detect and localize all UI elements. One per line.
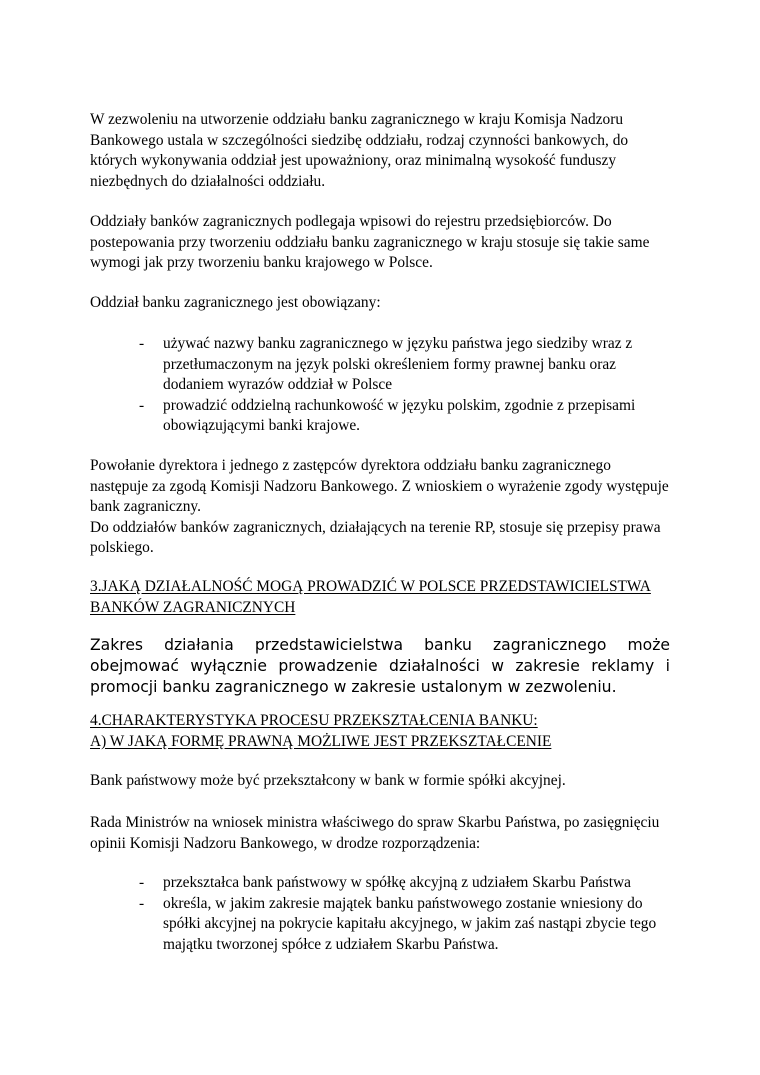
list-branch-obligations [90,334,670,437]
paragraph-state-bank-transformation [90,771,670,792]
text-line: niezbędnych do działalności oddziału. [90,172,326,190]
list-item [90,334,670,396]
text-line: Bankowego ustala w szczególności siedzibę oddziału, rodzaj czynności bankowych, do [90,131,629,149]
paragraph-branch-director [90,456,670,559]
heading-number: 3. [90,578,102,595]
text-line: dodaniem wyrazów oddział w Polsce [163,376,393,393]
list-dash: - [139,894,145,912]
text-line: obejmować wyłącznie prowadzenie działalności w zakresie reklamy i [90,657,670,675]
text-line: prowadzić oddzielną rachunkowość w języku polskim, zgodnie z przepisami [163,396,636,414]
text-line: postepowania przy tworzeniu oddziału banku zagranicznego w kraju stosuje się takie same [90,233,650,251]
list-item [90,396,670,437]
paragraph-branch-permit [90,110,670,192]
text-line: Oddziały banków zagranicznych podlegaja wpisowi do rejestru przedsiębiorców. Do [90,213,612,230]
text-line: Oddział banku zagranicznego jest obowiązany: [90,294,381,311]
text-line: Bank państwowy może być przekształcony w bank w formie spółki akcyjnej. [90,772,566,789]
text-line: Do oddziałów banków zagranicznych, działających na terenie RP, stosuje się przepisy prawa [90,518,661,536]
text-line: przekształca bank państwowy w spółkę akcyjną z udziałem Skarbu Państwa [163,874,631,891]
paragraph-branch-registration [90,212,670,274]
text-line: określa, w jakim zakresie majątek banku państwowego zostanie wniesiony do [163,894,643,912]
text-line: następuje za zgodą Komisji Nadzoru Bankowego. Z wnioskiem o wyrażenie zgody występuje [90,477,669,495]
heading-text: JAKĄ DZIAŁALNOŚĆ MOGĄ PROWADZIĆ W POLSCE PRZEDSTAWICIELSTWA [101,578,651,595]
text-line: Powołanie dyrektora i jednego z zastępców dyrektora oddziału banku zagranicznego [90,457,611,474]
paragraph-branch-obligations-intro [90,293,670,314]
text-line: polskiego. [90,539,154,556]
text-line: Zakres działania przedstawicielstwa banku zagranicznego może [90,636,670,654]
heading-line: BANKÓW ZAGRANICZNYCH [90,598,296,616]
list-dash: - [139,396,145,414]
section-heading-3 [90,577,670,618]
text-line: spółki akcyjnej na pokrycie kapitału akcyjnego, w jakim zaś nastąpi zbycie tego [163,915,657,932]
text-line: promocji banku zagranicznego w zakresie ustalonym w zezwoleniu. [90,678,617,696]
list-dash: - [139,335,145,352]
text-line: przetłumaczonym na język polski określeniem formy prawnej banku oraz [163,355,617,373]
text-line: majątku tworzonej spółce z udziałem Skarbu Państwa. [163,935,499,953]
heading-line: 4.CHARAKTERYSTYKA PROCESU PRZEKSZTAŁCENIA BANKU: [90,712,538,729]
text-line: bank zagraniczny. [90,498,201,515]
paragraph-council-of-ministers [90,813,670,854]
list-dash: - [139,874,145,891]
section-heading-4 [90,711,670,752]
paragraph-representative-office-scope [90,635,670,698]
text-line: używać nazwy banku zagranicznego w języku państwa jego siedziby wraz z [163,335,633,352]
text-line: opinii Komisji Nadzoru Bankowego, w drodze rozporządzenia: [90,834,481,852]
text-line: obowiązującymi banki krajowe. [163,417,361,434]
list-item [90,894,670,956]
text-line: W zezwoleniu na utworzenie oddziału banku zagranicznego w kraju Komisja Nadzoru [90,111,624,128]
heading-line: A) W JAKĄ FORMĘ PRAWNĄ MOŻLIWE JEST PRZEKSZTAŁCENIE [90,732,552,750]
list-item [90,873,670,894]
list-regulation-points [90,873,670,955]
text-line: Rada Ministrów na wniosek ministra właściwego do spraw Skarbu Państwa, po zasięgnięciu [90,814,660,831]
text-line: których wykonywania oddział jest upoważniony, oraz minimalną wysokość funduszy [90,152,617,169]
heading-line [90,577,670,598]
text-line: wymogi jak przy tworzeniu banku krajowego w Polsce. [90,254,433,271]
